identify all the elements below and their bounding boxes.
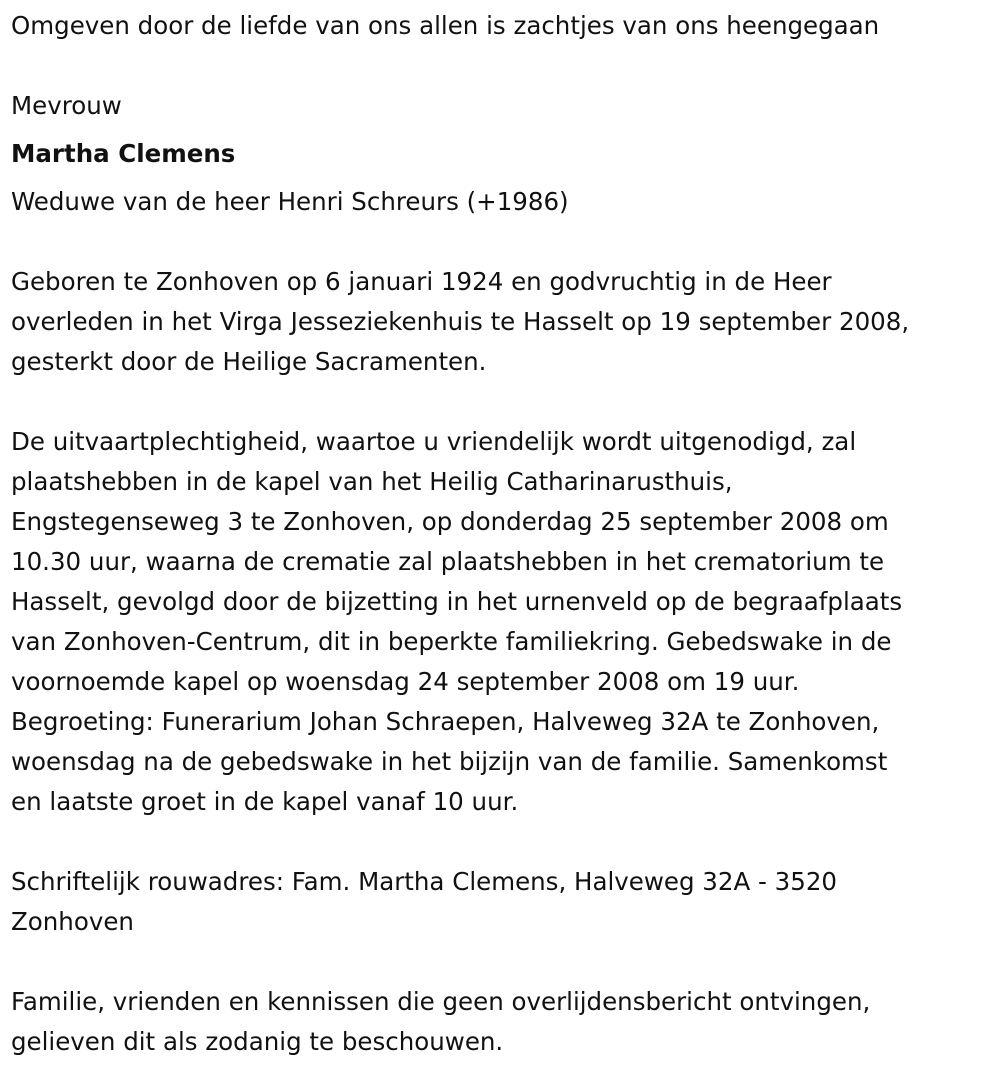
paragraph-line: Hasselt, gevolgd door de bijzetting in het urnenveld op de begraafplaats — [11, 587, 903, 616]
intro-line: Omgeven door de liefde van ons allen is zachtjes van ons heengegaan — [11, 11, 880, 40]
paragraph-line: Begroeting: Funerarium Johan Schraepen, Halveweg 32A te Zonhoven, — [11, 707, 880, 736]
paragraph-line: Schriftelijk rouwadres: Fam. Martha Clemens, Halveweg 32A - 3520 — [11, 867, 837, 896]
paragraph-line: Familie, vrienden en kennissen die geen overlijdensbericht ontvingen, — [11, 987, 871, 1016]
paragraph-line: overleden in het Virga Jesseziekenhuis te Hasselt op 19 september 2008, — [11, 307, 910, 336]
paragraph-line: 10.30 uur, waarna de crematie zal plaatshebben in het crematorium te — [11, 547, 885, 576]
paragraph-line: Geboren te Zonhoven op 6 januari 1924 en godvruchtig in de Heer — [11, 267, 832, 296]
paragraph-line: gelieven dit als zodanig te beschouwen. — [11, 1027, 504, 1056]
paragraph-line: van Zonhoven-Centrum, dit in beperkte familiekring. Gebedswake in de — [11, 627, 892, 656]
paragraph-line: voornoemde kapel op woensdag 24 september 2008 om 19 uur. — [11, 667, 800, 696]
widow-of-line: Weduwe van de heer Henri Schreurs (+1986) — [11, 187, 569, 216]
paragraph-line: woensdag na de gebedswake in het bijzijn van de familie. Samenkomst — [11, 747, 888, 776]
paragraph-line: plaatshebben in de kapel van het Heilig Catharinarusthuis, — [11, 467, 733, 496]
paragraph-line: Zonhoven — [11, 907, 134, 936]
paragraph-line: Engstegenseweg 3 te Zonhoven, op donderdag 25 september 2008 om — [11, 507, 889, 536]
honorific-title: Mevrouw — [11, 91, 122, 120]
paragraph-line: en laatste groet in de kapel vanaf 10 uur. — [11, 787, 519, 816]
mourning-address-paragraph — [11, 862, 837, 942]
closing-paragraph — [11, 982, 870, 1062]
birth-death-paragraph — [11, 262, 909, 382]
deceased-name: Martha Clemens — [11, 139, 236, 168]
funeral-paragraph — [11, 422, 902, 822]
paragraph-line: De uitvaartplechtigheid, waartoe u vriendelijk wordt uitgenodigd, zal — [11, 427, 857, 456]
paragraph-line: gesterkt door de Heilige Sacramenten. — [11, 347, 487, 376]
